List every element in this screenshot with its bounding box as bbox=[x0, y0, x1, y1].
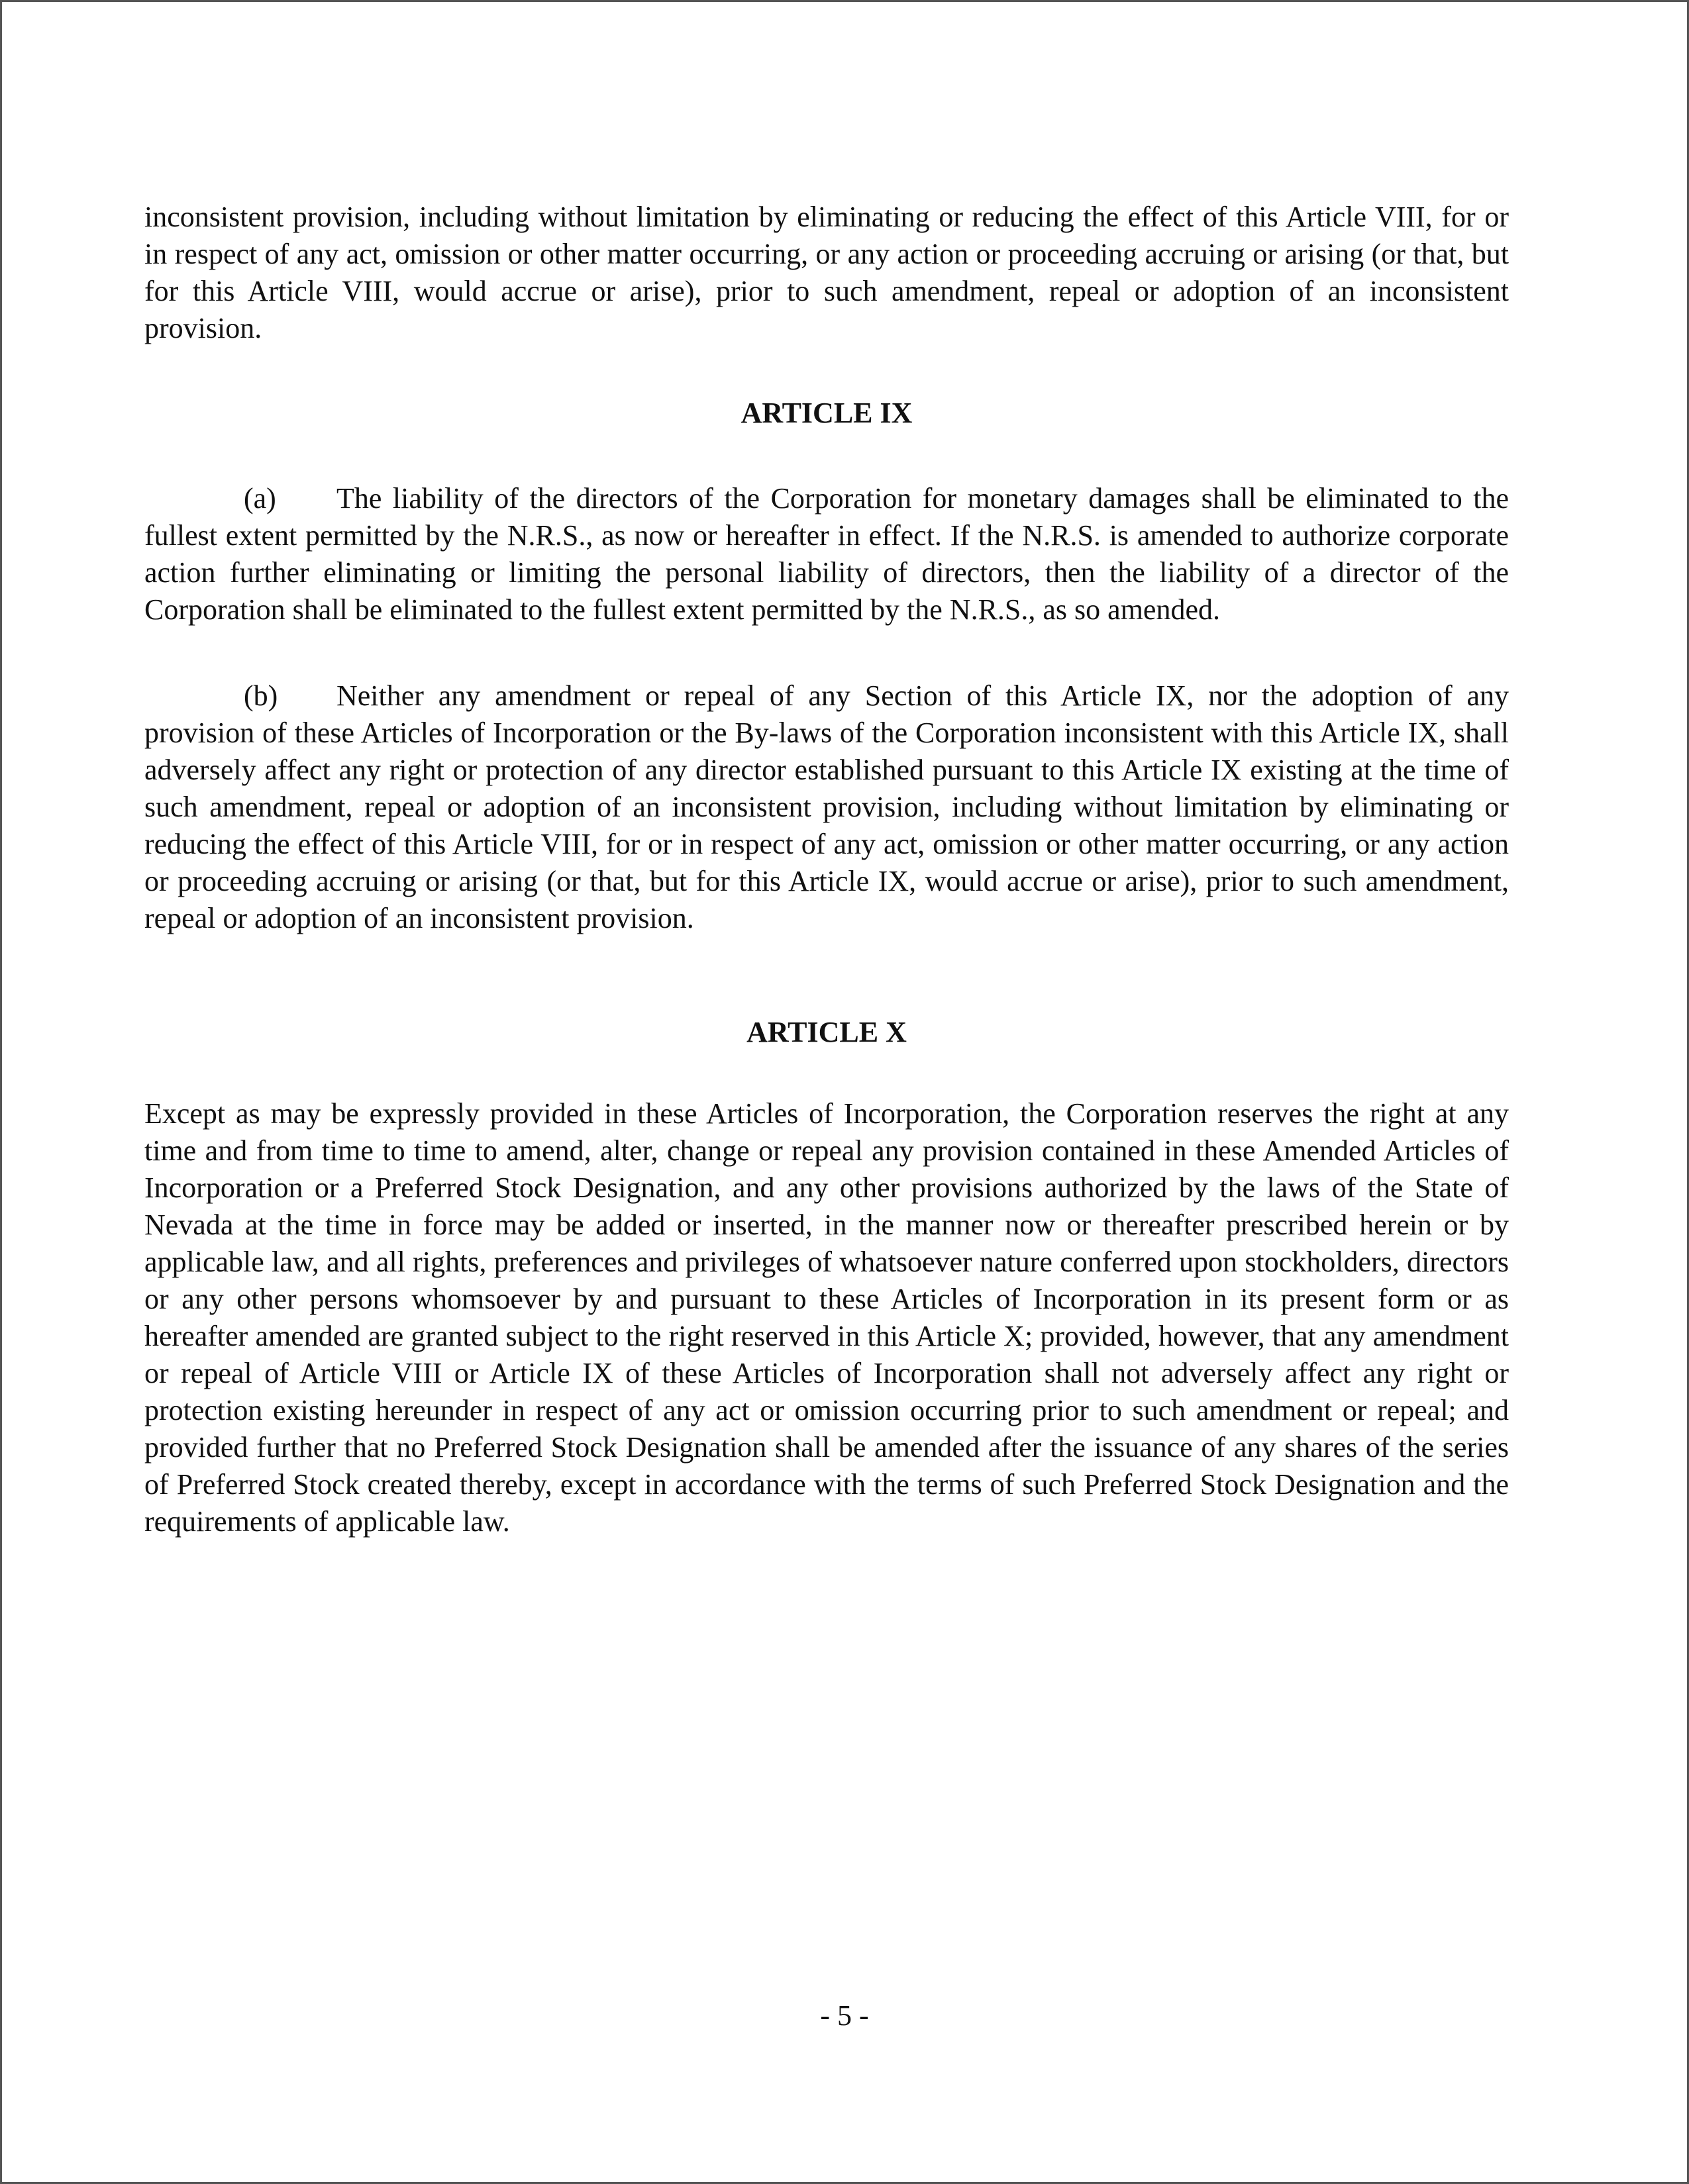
continuation-paragraph: inconsistent provision, including without limitation by eliminating or reducing the effect of this Article VIII, for or in respect of any act, omission or other matter occurring, or any action or proceeding accruing or arising (or that, but for this Article VIII, would accrue or arise), prior to such amendment, repeal or adoption of an inconsistent provision. bbox=[144, 201, 1509, 344]
article-ix-heading: ARTICLE IX bbox=[741, 397, 913, 429]
page-number: - 5 - bbox=[820, 1999, 869, 2032]
document-body bbox=[144, 199, 1509, 1540]
article-ix-paragraph-b bbox=[144, 677, 1509, 937]
paragraph-b-text: Neither any amendment or repeal of any Section of this Article IX, nor the adoption of any provision of these Articles of Incorporation or the By-laws of the Corporation inconsistent with this Article IX, shall adversely affect any right or protection of any director established pursuant to this Article IX existing at the time of such amendment, repeal or adoption of an inconsistent provision, including without limitation by eliminating or reducing the effect of this Article VIII, for or in respect of any act, omission or other matter occurring, or any action or proceeding accruing or arising (or that, but for this Article IX, would accrue or arise), prior to such amendment, repeal or adoption of an inconsistent provision. bbox=[144, 679, 1509, 934]
paragraph-a-text: The liability of the directors of the Corporation for monetary damages shall be eliminated to the fullest extent permitted by the N.R.S., as now or hereafter in effect. If the N.R.S. is amended to authorize corporate action further eliminating or limiting the personal liability of directors, then the liability of a director of the Corporation shall be eliminated to the fullest extent permitted by the N.R.S., as so amended. bbox=[144, 482, 1509, 626]
article-ix-paragraph-a bbox=[144, 480, 1509, 628]
article-x-heading: ARTICLE X bbox=[746, 1016, 907, 1048]
paragraph-b-label: (b) bbox=[244, 679, 278, 712]
article-x-paragraph: Except as may be expressly provided in these Articles of Incorporation, the Corporation reserves the right at any time and from time to time to amend, alter, change or repeal any provision contained in these Amended Articles of Incorporation or a Preferred Stock Designation, and any other provisions authorized by the laws of the State of Nevada at the time in force may be added or inserted, in the manner now or thereafter prescribed herein or by applicable law, and all rights, preferences and privileges of whatsoever nature conferred upon stockholders, directors or any other persons whomsoever by and pursuant to these Articles of Incorporation in its present form or as hereafter amended are granted subject to the right reserved in this Article X; provided, however, that any amendment or repeal of Article VIII or Article IX of these Articles of Incorporation shall not adversely affect any right or protection existing hereunder in respect of any act or omission occurring prior to such amendment or repeal; and provided further that no Preferred Stock Designation shall be amended after the issuance of any shares of the series of Preferred Stock created thereby, except in accordance with the terms of such Preferred Stock Designation and the requirements of applicable law. bbox=[144, 1097, 1509, 1538]
paragraph-a-label: (a) bbox=[244, 482, 276, 515]
